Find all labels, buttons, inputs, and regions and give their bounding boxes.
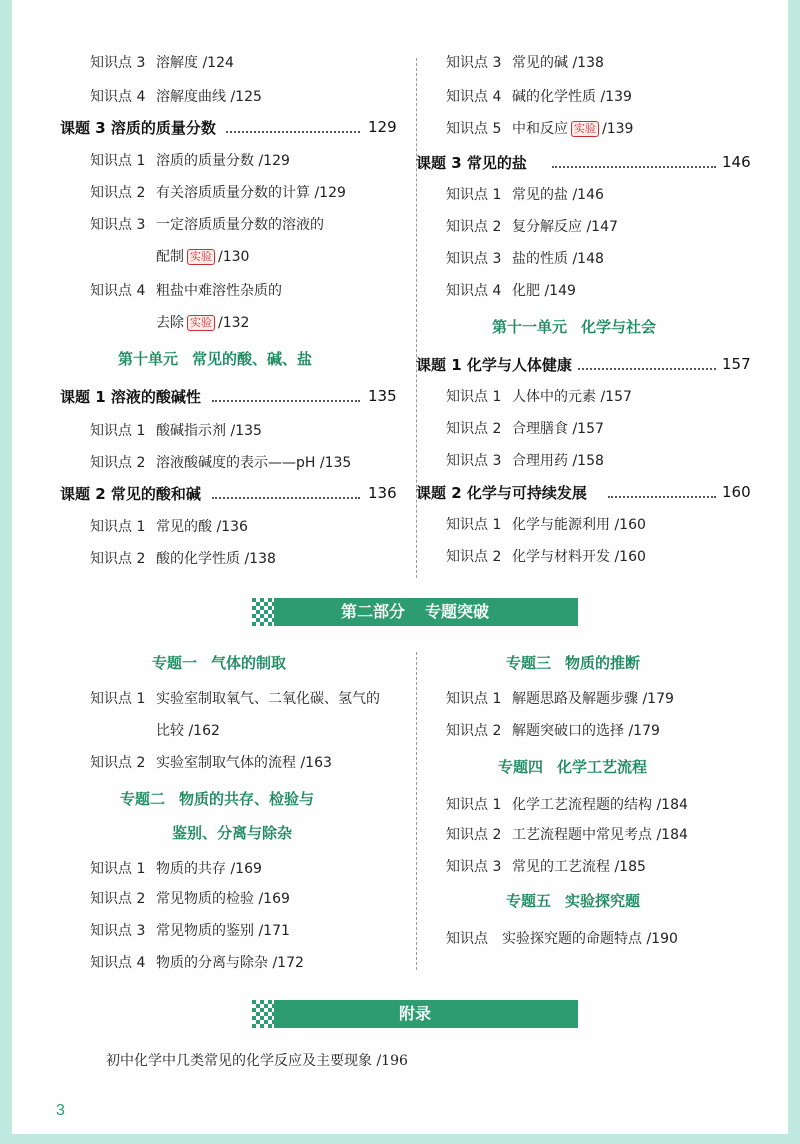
item-label: 知识点 1 <box>446 797 502 813</box>
toc-item[interactable] <box>90 214 324 234</box>
toc-item[interactable] <box>446 688 674 708</box>
item-text: 合理用药 /158 <box>512 453 604 469</box>
item-text: 酸碱指示剂 /135 <box>156 423 262 439</box>
item-label: 知识点 3 <box>446 251 502 267</box>
leader-dots <box>212 497 360 499</box>
leader-dots <box>226 131 360 133</box>
item-label: 知识点 4 <box>446 89 502 105</box>
item-label: 知识点 1 <box>90 519 146 535</box>
item-text: 常见物质的检验 /169 <box>156 891 290 907</box>
item-text: 人体中的元素 /157 <box>512 389 632 405</box>
item-text: 溶质的质量分数 /129 <box>156 153 290 169</box>
item-text: 常见的工艺流程 /185 <box>512 859 646 875</box>
unit-heading[interactable]: 第十单元 常见的酸、碱、盐 <box>118 350 313 368</box>
toc-item[interactable] <box>446 546 646 566</box>
page-number: 3 <box>56 1102 65 1119</box>
toc-item[interactable] <box>446 450 604 470</box>
topic-heading[interactable]: 专题一 气体的制取 <box>152 654 287 672</box>
toc-item[interactable] <box>90 516 248 536</box>
item-label: 知识点 2 <box>90 551 146 567</box>
toc-item[interactable] <box>446 386 632 406</box>
experiment-tag: 实验 <box>571 121 599 137</box>
item-text: 合理膳食 /157 <box>512 421 604 437</box>
toc-item[interactable] <box>90 452 351 472</box>
item-text: 溶解度 /124 <box>156 55 234 71</box>
toc-item-continued: 配制 实验 /130 <box>156 249 250 265</box>
column-divider <box>416 652 417 970</box>
item-text: 实验探究题的命题特点 /190 <box>502 931 678 947</box>
item-text: 解题思路及解题步骤 /179 <box>512 691 674 707</box>
item-text: 化学与材料开发 /160 <box>512 549 646 565</box>
toc-item-continued: 去除 实验 /132 <box>156 315 250 331</box>
unit-heading[interactable]: 第十一单元 化学与社会 <box>492 318 657 336</box>
lesson-heading[interactable]: 课题 3 常见的盐 <box>416 154 527 172</box>
page-ref: 146 <box>722 153 751 171</box>
toc-item[interactable] <box>90 420 262 440</box>
item-text: 盐的性质 /148 <box>512 251 604 267</box>
leader-dots <box>608 496 716 498</box>
leader-dots <box>578 368 716 370</box>
toc-page <box>12 0 788 1134</box>
item-label: 知识点 1 <box>446 389 502 405</box>
experiment-tag: 实验 <box>187 315 215 331</box>
item-label: 知识点 1 <box>446 691 502 707</box>
toc-item[interactable] <box>446 720 660 740</box>
toc-item[interactable] <box>90 858 262 878</box>
item-label: 知识点 3 <box>446 55 502 71</box>
toc-item[interactable] <box>90 548 276 568</box>
leader-dots <box>552 166 716 168</box>
topic-heading[interactable]: 专题五 实验探究题 <box>506 892 641 910</box>
item-text: 实验室制取气体的流程 /163 <box>156 755 332 771</box>
item-label: 知识点 1 <box>90 153 146 169</box>
item-text: 溶液酸碱度的表示——pH /135 <box>156 455 352 471</box>
item-label: 知识点 2 <box>446 421 502 437</box>
item-label: 知识点 <box>446 931 488 947</box>
item-label: 知识点 1 <box>446 187 502 203</box>
toc-item[interactable] <box>90 150 290 170</box>
item-label: 知识点 3 <box>90 55 146 71</box>
toc-item[interactable] <box>90 86 262 106</box>
item-text: 实验室制取氧气、二氧化碳、氢气的 <box>156 691 380 707</box>
toc-item-continued: 比较 /162 <box>156 723 220 739</box>
item-text: 化学与能源利用 /160 <box>512 517 646 533</box>
item-label: 知识点 1 <box>90 861 146 877</box>
topic-heading[interactable]: 专题三 物质的推断 <box>506 654 641 672</box>
item-label: 知识点 3 <box>90 923 146 939</box>
checker-decoration <box>252 1000 274 1028</box>
lesson-heading[interactable]: 课题 1 化学与人体健康 <box>416 356 572 374</box>
item-text: 常见的酸 /136 <box>156 519 248 535</box>
item-text: 工艺流程题中常见考点 /184 <box>512 827 688 843</box>
toc-item[interactable] <box>446 928 678 948</box>
item-text: 常见物质的鉴别 /171 <box>156 923 290 939</box>
toc-item[interactable] <box>446 418 604 438</box>
topic-heading[interactable]: 专题四 化学工艺流程 <box>498 758 648 776</box>
item-text: 粗盐中难溶性杂质的 <box>156 283 282 299</box>
topic-heading[interactable]: 专题二 物质的共存、检验与 <box>120 790 315 808</box>
toc-item[interactable] <box>90 888 290 908</box>
item-text: 有关溶质质量分数的计算 /129 <box>156 185 346 201</box>
item-label: 知识点 1 <box>90 691 146 707</box>
item-text: 酸的化学性质 /138 <box>156 551 276 567</box>
item-label: 知识点 2 <box>446 219 502 235</box>
checker-decoration <box>252 598 274 626</box>
item-text: 物质的共存 /169 <box>156 861 262 877</box>
part2-banner[interactable]: 第二部分 专题突破 <box>252 598 578 626</box>
toc-item[interactable] <box>446 216 618 236</box>
item-label: 知识点 2 <box>90 455 146 471</box>
toc-item[interactable] <box>90 280 282 300</box>
toc-item[interactable] <box>446 280 576 300</box>
item-text: 复分解反应 /147 <box>512 219 618 235</box>
item-label: 知识点 2 <box>446 723 502 739</box>
item-text: 一定溶质质量分数的溶液的 <box>156 217 324 233</box>
item-text: 常见的盐 /146 <box>512 187 604 203</box>
toc-item[interactable] <box>446 824 688 844</box>
page-ref: 160 <box>722 483 751 501</box>
item-label: 知识点 2 <box>90 185 146 201</box>
item-label: 知识点 3 <box>90 217 146 233</box>
experiment-tag: 实验 <box>187 249 215 265</box>
item-text: 碱的化学性质 /139 <box>512 89 632 105</box>
item-label: 知识点 4 <box>90 955 146 971</box>
lesson-heading[interactable]: 课题 2 化学与可持续发展 <box>416 484 587 502</box>
toc-item[interactable] <box>90 752 332 772</box>
item-text: 常见的碱 /138 <box>512 55 604 71</box>
item-label: 知识点 2 <box>446 549 502 565</box>
item-label: 知识点 4 <box>90 89 146 105</box>
toc-item[interactable]: 知识点 5 中和反应 实验 /139 <box>446 118 633 138</box>
leader-dots <box>212 400 360 402</box>
page-ref: 136 <box>368 484 397 502</box>
toc-item[interactable] <box>90 688 380 708</box>
item-label: 知识点 2 <box>446 827 502 843</box>
item-label: 知识点 2 <box>90 755 146 771</box>
toc-item[interactable] <box>90 52 234 72</box>
item-label: 知识点 5 <box>446 121 502 137</box>
item-text: 物质的分离与除杂 /172 <box>156 955 304 971</box>
item-text: 化肥 /149 <box>512 283 576 299</box>
topic-heading-continued: 鉴别、分离与除杂 <box>172 824 293 842</box>
toc-item[interactable] <box>446 514 646 534</box>
toc-item[interactable] <box>446 856 646 876</box>
item-label: 知识点 4 <box>90 283 146 299</box>
toc-item[interactable] <box>446 184 604 204</box>
toc-item[interactable] <box>90 182 346 202</box>
appendix-banner[interactable]: 附录 <box>252 1000 578 1028</box>
toc-item[interactable] <box>446 794 688 814</box>
item-label: 知识点 3 <box>446 859 502 875</box>
item-label: 知识点 2 <box>90 891 146 907</box>
item-label: 知识点 3 <box>446 453 502 469</box>
page-ref: 135 <box>368 387 397 405</box>
toc-item[interactable] <box>90 920 290 940</box>
lesson-heading[interactable]: 课题 2 常见的酸和碱 <box>60 485 201 503</box>
item-label: 知识点 1 <box>446 517 502 533</box>
item-text: 解题突破口的选择 /179 <box>512 723 660 739</box>
item-text: 溶解度曲线 /125 <box>156 89 262 105</box>
item-label: 知识点 1 <box>90 423 146 439</box>
lesson-heading[interactable]: 课题 3 溶质的质量分数 <box>60 119 216 137</box>
toc-item[interactable] <box>446 248 604 268</box>
toc-item[interactable] <box>446 86 632 106</box>
item-text: 化学工艺流程题的结构 /184 <box>512 797 688 813</box>
item-label: 知识点 4 <box>446 283 502 299</box>
toc-item[interactable] <box>90 952 304 972</box>
lesson-heading[interactable]: 课题 1 溶液的酸碱性 <box>60 388 201 406</box>
page-ref: 157 <box>722 355 751 373</box>
page-ref: 129 <box>368 118 397 136</box>
toc-item[interactable] <box>446 52 604 72</box>
appendix-item[interactable]: 初中化学中几类常见的化学反应及主要现象 /196 <box>106 1053 408 1069</box>
